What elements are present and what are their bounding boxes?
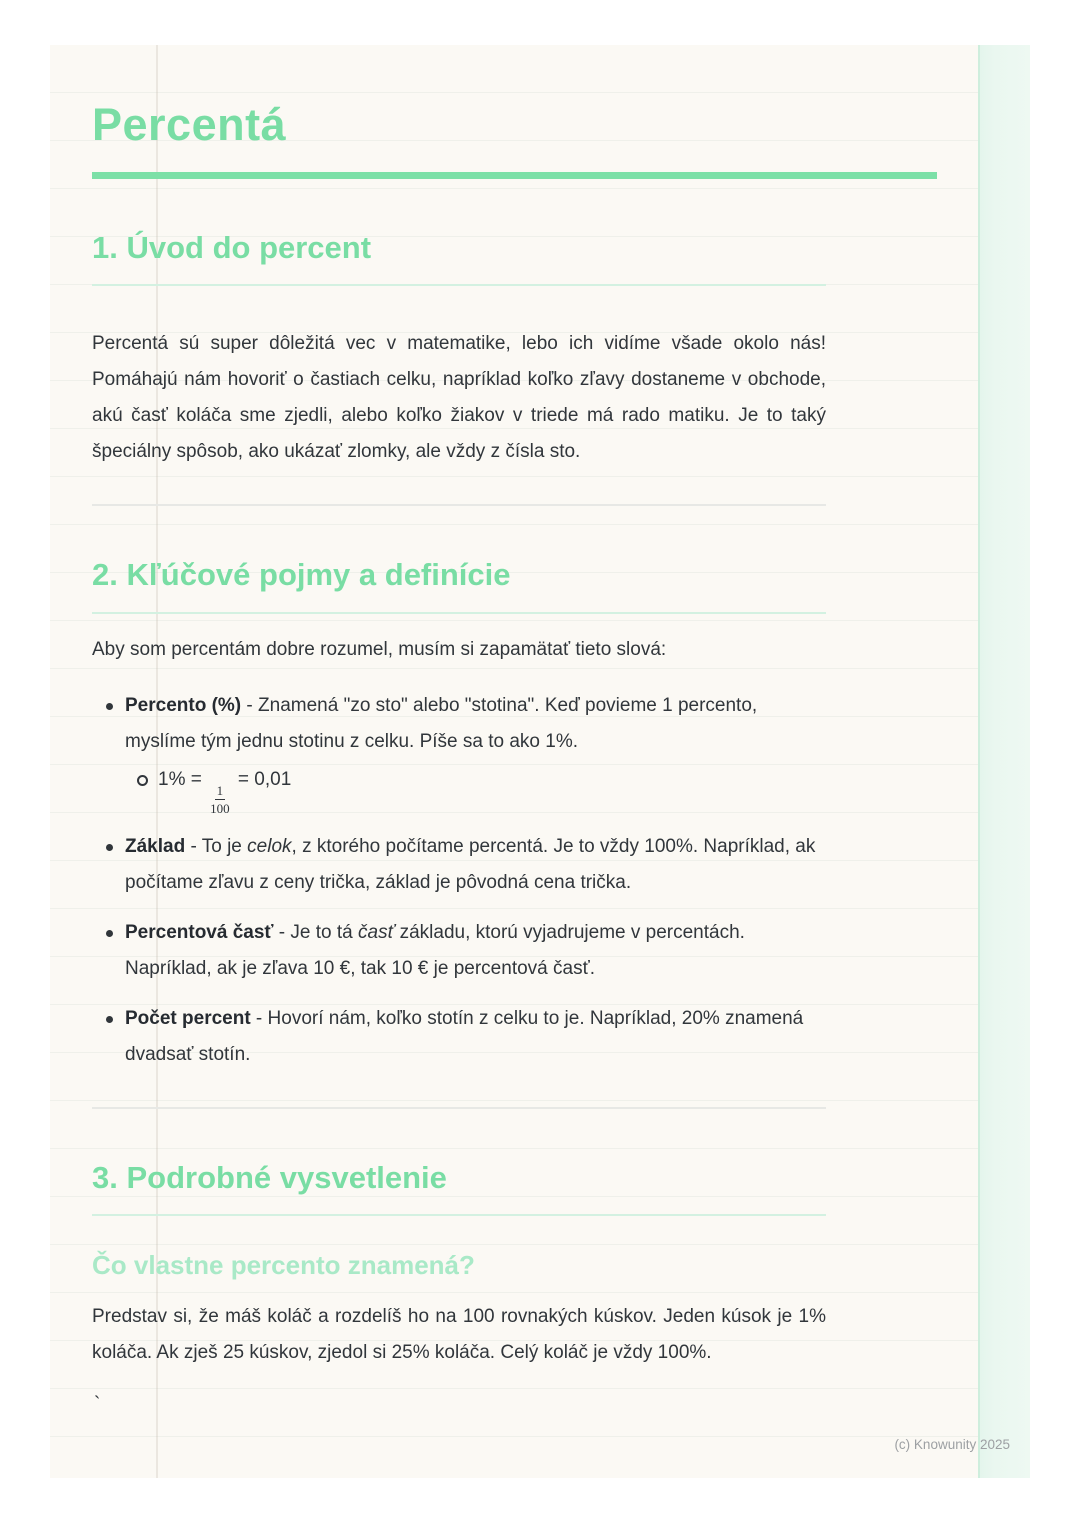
section-2-heading: 2. Kľúčové pojmy a definície xyxy=(92,557,511,593)
term-label: Počet percent xyxy=(125,1008,251,1030)
fraction-numerator: 1 xyxy=(216,783,224,799)
list-item xyxy=(92,829,826,901)
section-divider xyxy=(92,1107,826,1109)
italic-word: časť xyxy=(358,922,395,944)
section-3-heading: 3. Podrobné vysvetlenie xyxy=(92,1160,447,1196)
term-label: Percentová časť xyxy=(125,922,274,944)
term-definition: základu, ktorú vyjadrujeme v percentách. Napríklad, ak je zľava 10 €, tak 10 € je percentová časť. xyxy=(125,922,745,980)
fraction-denominator: 100 xyxy=(210,801,230,817)
term-definition: - Znamená "zo sto" alebo "stotina". Keď povieme 1 percento, myslíme tým jednu stotinu z celku. Píše sa to ako 1%. xyxy=(125,694,758,752)
term-definition: , z ktorého počítame percentá. Je to vždy 100%. Napríklad, ak počítame zľavu z ceny trička, základ je pôvodná cena trička. xyxy=(125,836,816,894)
list-item xyxy=(92,915,826,987)
section-divider xyxy=(92,504,826,506)
formula-prefix: 1% = xyxy=(158,768,208,790)
notebook-right-column xyxy=(978,45,1030,1478)
section-3-subheading: Čo vlastne percento znamená? xyxy=(92,1250,475,1281)
document-page xyxy=(50,45,1030,1478)
formula-suffix: = 0,01 xyxy=(232,768,292,790)
section-2-heading-underline xyxy=(92,612,826,614)
key-terms-list xyxy=(92,688,826,1073)
list-item xyxy=(92,1001,826,1073)
section-1-paragraph: Percentá sú super dôležitá vec v matematike, lebo ich vidíme všade okolo nás! Pomáhajú nám hovoriť o častiach celku, napríklad koľko zľavy dostaneme v obchode, akú časť koláča sme zjedli, alebo koľko žiakov v triede má rado matiku. Je to taký špeciálny spôsob, ako ukázať zlomky, ale vždy z čísla sto. xyxy=(92,333,826,463)
term-definition-pre: - To je xyxy=(185,836,248,858)
term-definition-pre: - Je to tá xyxy=(273,922,359,944)
section-3-paragraph: Predstav si, že máš koláč a rozdelíš ho na 100 rovnakých kúskov. Jeden kúsok je 1% koláča. Ak zješ 25 kúskov, zjedol si 25% koláča. Celý koláč je vždy 100%. xyxy=(92,1306,826,1364)
page-title: Percentá xyxy=(92,99,287,150)
sub-list xyxy=(125,762,826,815)
fraction xyxy=(210,784,230,815)
copyright-footer: (c) Knowunity 2025 xyxy=(894,1437,1010,1452)
sub-list-item xyxy=(125,762,826,815)
stray-backtick: ` xyxy=(94,1394,101,1416)
term-definition: - Hovorí nám, koľko stotín z celku to je. Napríklad, 20% znamená dvadsať stotín. xyxy=(125,1008,804,1066)
section-2-intro: Aby som percentám dobre rozumel, musím si zapamätať tieto slová: xyxy=(92,638,667,660)
term-label: Základ xyxy=(125,836,186,858)
section-1-heading-underline xyxy=(92,284,826,286)
section-1-heading: 1. Úvod do percent xyxy=(92,230,372,266)
italic-word: celok xyxy=(247,836,292,858)
page-content xyxy=(92,45,826,1415)
title-underline-bar xyxy=(92,172,937,179)
term-label: Percento (%) xyxy=(125,694,242,716)
section-3-heading-underline xyxy=(92,1214,826,1216)
list-item xyxy=(92,688,826,815)
